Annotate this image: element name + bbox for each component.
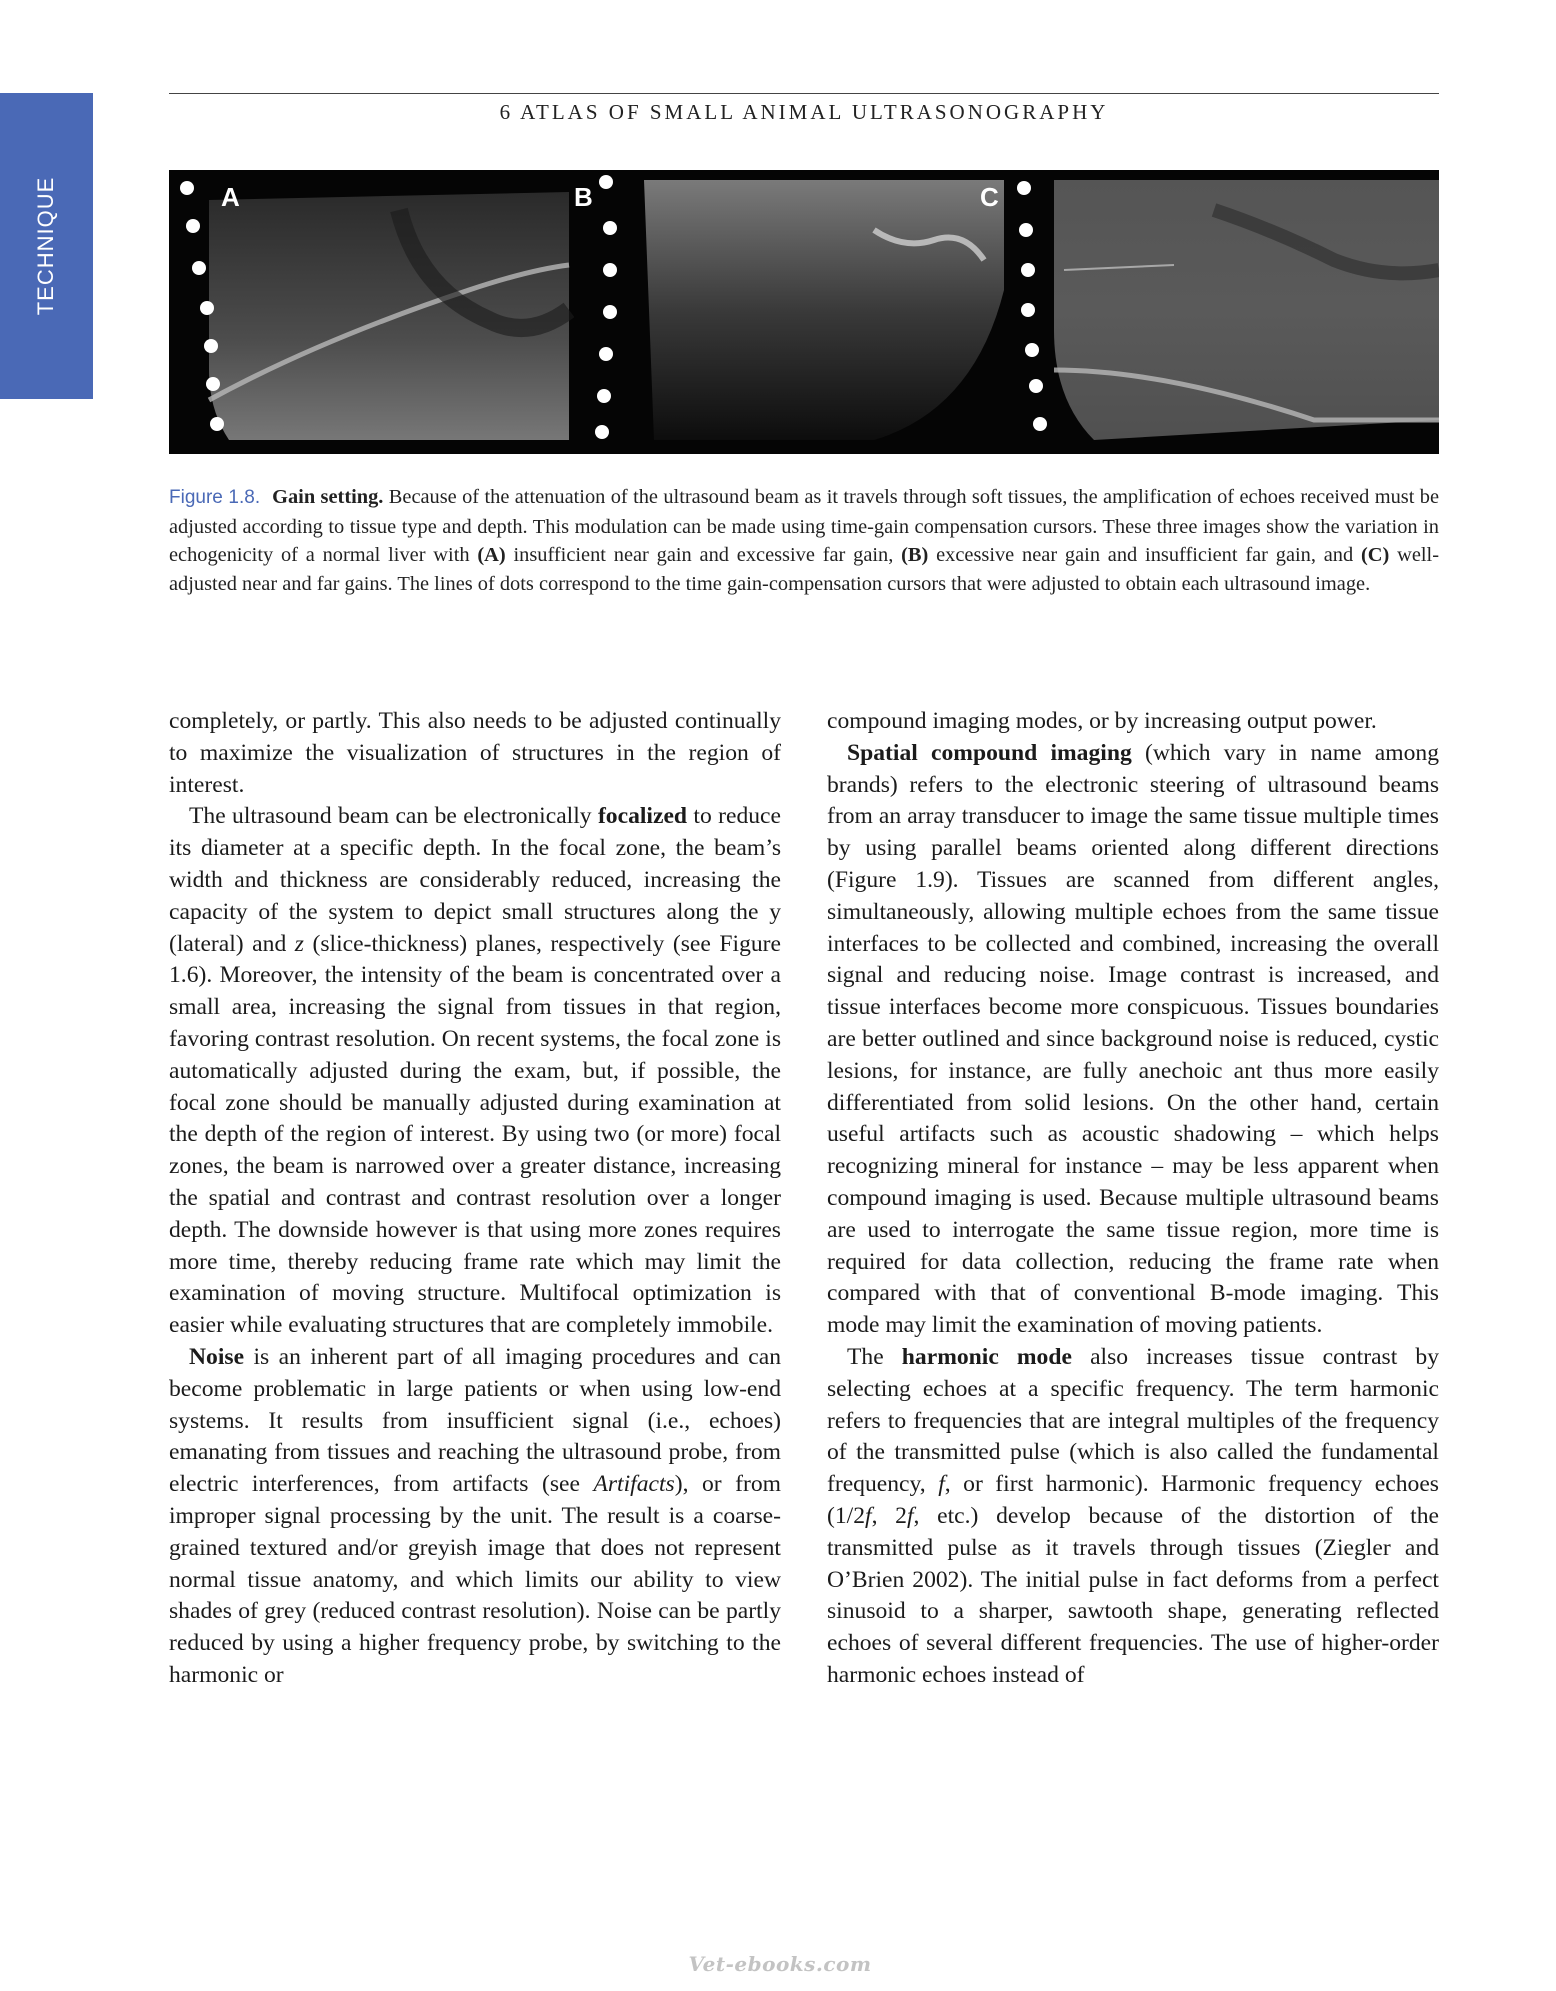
paragraph-text: The <box>847 1343 902 1370</box>
paragraph-text: is an inherent part of all imaging procedures and can become problematic in large patients or when using low-end systems. It results from insufficient signal (i.e., echoes) emanating from tissues and reaching the ultrasound probe, from electric interferences, from artifacts (see <box>169 1343 781 1498</box>
paragraph-text: to reduce its diameter at a specific depth. In the focal zone, the beam’s width and thickness are considerably reduced, increasing the capacity of the system to depict small structures along the y (lateral) and <box>169 803 782 957</box>
ultrasound-panel-b <box>574 170 1014 454</box>
caption-text: well-adjusted near and far gains. The lines of dots correspond to the time gain-compensation cursors that were adjusted to obtain each ultrasound image. <box>169 544 1440 595</box>
ultrasound-panel-a <box>169 170 574 454</box>
italic-f: f <box>865 1502 872 1529</box>
caption-ref-a: (A) <box>477 544 506 566</box>
figure-caption <box>169 483 1439 598</box>
caption-ref-c: (C) <box>1361 544 1390 566</box>
paragraph <box>827 738 1439 1342</box>
paragraph-text: , etc.) develop because of the distortion of the transmitted pulse as it travels through tissues (Ziegler and O’Brien 2002). The initial pulse in fact deforms from a perfect sinusoid to a sharper, sawtooth shape, generating reflected echoes of several different frequencies. The use of higher-order harmonic echoes instead of <box>827 1502 1439 1688</box>
italic-f: f <box>938 1471 945 1498</box>
caption-text: insufficient near gain and excessive far gain, <box>505 544 902 566</box>
paragraph-text: , or first harmonic). Harmonic frequency echoes (1/2 <box>827 1471 1439 1529</box>
watermark: Vet-ebooks.com <box>688 1952 872 1976</box>
term-harmonic-mode: harmonic mode <box>901 1343 1072 1370</box>
paragraph-text: (slice-thickness) planes, respectively (see Figure 1.6). Moreover, the intensity of the beam is concentrated over a small area, increasing the signal from tissues in that region, favoring contrast resolution. On recent systems, the focal zone is automatically adjusted during the exam, but, if possible, the focal zone should be manually adjusted during examination at the depth of the region of interest. By using two (or more) focal zones, the beam is narrowed over a greater distance, increasing the spatial and contrast and contrast resolution over a longer depth. The downside however is that using more zones requires more time, thereby reducing frame rate which may limit the examination of moving structure. Multifocal optimization is easier while evaluating structures that are completely immobile. <box>169 930 781 1339</box>
term-focalized: focalized <box>597 803 688 830</box>
panel-label-a: A <box>221 182 240 212</box>
panel-label-b: B <box>574 182 593 212</box>
term-noise: Noise <box>189 1343 245 1370</box>
paragraph: compound imaging modes, or by increasing output power. <box>827 708 1377 734</box>
header-rule <box>169 93 1439 94</box>
section-tab-label: TECHNIQUE <box>33 176 58 316</box>
caption-ref-b: (B) <box>901 544 929 566</box>
caption-title: Gain setting. <box>272 486 384 508</box>
panel-label-c: C <box>980 182 999 212</box>
term-spatial-compound: Spatial compound imaging <box>847 739 1132 766</box>
body-column-left <box>169 706 781 1692</box>
paragraph <box>827 1342 1439 1692</box>
ultrasound-panel-c <box>980 170 1439 454</box>
body-column-right <box>827 706 1439 1692</box>
paragraph <box>169 801 781 1342</box>
figure-number: Figure 1.8. <box>169 487 261 508</box>
paragraph-text: also increases tissue contrast by selecting echoes at a specific frequency. The term harmonic refers to frequencies that are integral multiples of the frequency of the transmitted pulse (which is also called the fundamental frequency, <box>827 1343 1439 1498</box>
paragraph: completely, or partly. This also needs to be adjusted continually to maximize the visualization of structures in the region of interest. <box>169 708 781 798</box>
paragraph-text: , 2 <box>871 1502 907 1529</box>
paragraph-text: The ultrasound beam can be electronically <box>189 803 598 830</box>
italic-z: z <box>294 930 304 957</box>
figure-1-8 <box>169 170 1439 454</box>
paragraph <box>169 1342 781 1692</box>
running-head: 6 ATLAS OF SMALL ANIMAL ULTRASONOGRAPHY <box>499 100 1109 124</box>
section-tab <box>0 93 93 399</box>
caption-text: excessive near gain and insufficient far gain, and <box>928 544 1361 566</box>
italic-artifacts: Artifacts <box>593 1471 675 1498</box>
paragraph-text: (which vary in name among brands) refers to the electronic steering of ultrasound beams from an array transducer to image the same tissue multiple times by using parallel beams oriented along different directions (Figure 1.9). Tissues are scanned from different angles, simultaneously, allowing multiple echoes from the same tissue interfaces to be collected and combined, increasing the overall signal and reducing noise. Image contrast is increased, and tissue interfaces become more conspicuous. Tissues boundaries are better outlined and since background noise is reduced, cystic lesions, for instance, are fully anechoic ant thus more easily differentiated from solid lesions. On the other hand, certain useful artifacts such as acoustic shadowing – which helps recognizing mineral for instance – may be less apparent when compound imaging is used. Because multiple ultrasound beams are used to interrogate the same tissue region, more time is required for data collection, reducing the frame rate when compared with that of conventional B-mode imaging. This mode may limit the examination of moving patients. <box>827 739 1439 1339</box>
paragraph-text: ), or from improper signal processing by the unit. The result is a coarse-grained textured and/or greyish image that does not represent normal tissue anatomy, and which limits our ability to view shades of grey (reduced contrast resolution). Noise can be partly reduced by using a higher frequency probe, by switching to the harmonic or <box>169 1471 781 1688</box>
italic-f: f <box>906 1502 914 1529</box>
caption-text: Because of the attenuation of the ultrasound beam as it travels through soft tissues, the amplification of echoes received must be adjusted according to tissue type and depth. This modulation can be made using time-gain compensation cursors. These three images show the variation in echogenicity of a normal liver with <box>169 486 1440 566</box>
